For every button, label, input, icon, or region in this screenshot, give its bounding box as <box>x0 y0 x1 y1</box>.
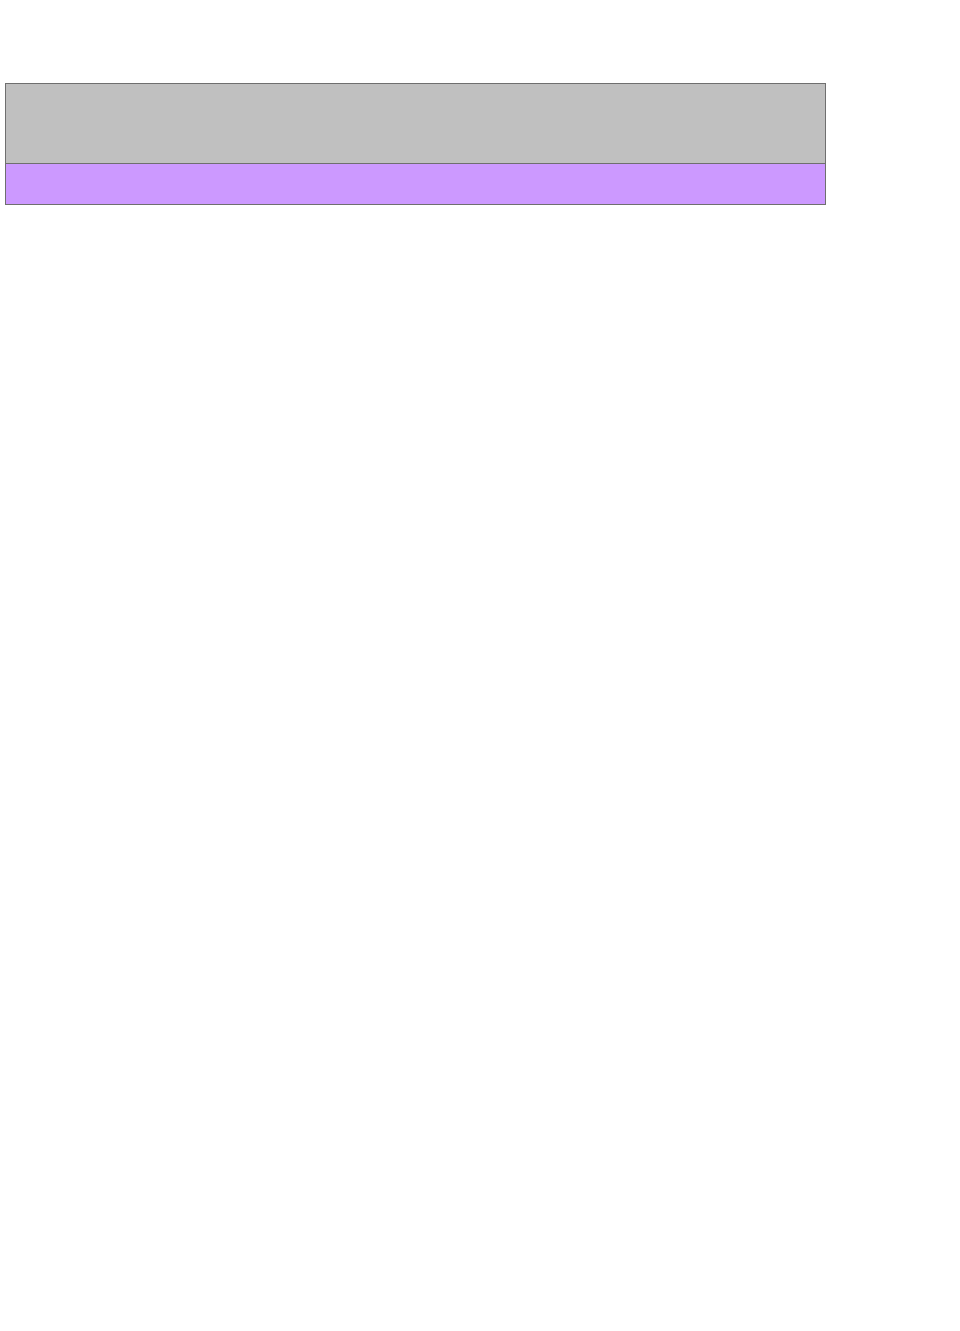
table-header-bottom <box>6 164 825 204</box>
table-header-top <box>6 84 825 164</box>
table-header <box>5 83 826 205</box>
